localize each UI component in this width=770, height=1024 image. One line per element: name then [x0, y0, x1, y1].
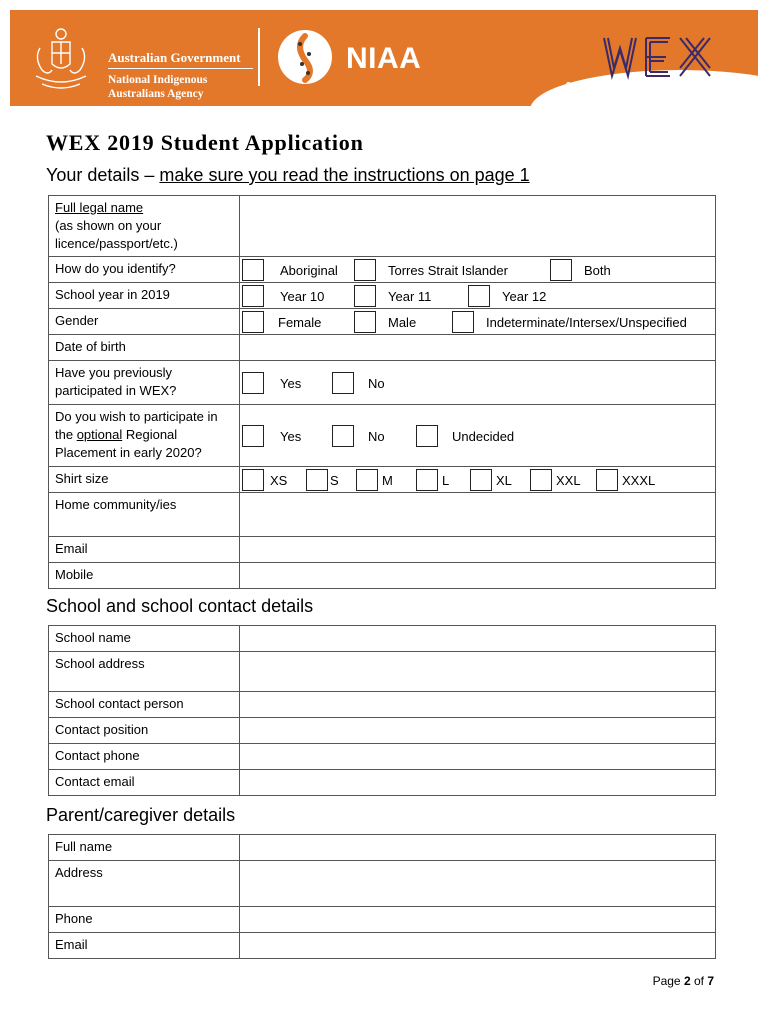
shirt-option-label: S	[330, 473, 339, 488]
school-year-option-label: Year 10	[280, 289, 325, 304]
your-details-table	[48, 195, 716, 589]
dot-decoration	[746, 82, 751, 87]
year-10-checkbox[interactable]	[242, 285, 264, 307]
page-title: WEX 2019 Student Application	[46, 130, 364, 155]
shirt-xl-checkbox[interactable]	[470, 469, 492, 491]
shirt-option-label: XXXL	[622, 473, 656, 488]
mobile-label: Mobile	[49, 563, 240, 589]
dob-field[interactable]	[240, 335, 716, 361]
row-contact-position	[49, 718, 716, 744]
your-details-heading	[46, 165, 530, 186]
email-field[interactable]	[240, 537, 716, 563]
row-parent-address	[49, 861, 716, 907]
gender-label: Gender	[49, 309, 240, 335]
gender-option-label: Female	[278, 315, 322, 330]
gender-option-label: Indeterminate/Intersex/Unspecified	[486, 315, 687, 330]
shirt-option-label: L	[442, 473, 450, 488]
row-mobile	[49, 563, 716, 589]
identify-option-label: Aboriginal	[280, 263, 338, 278]
year-12-checkbox[interactable]	[468, 285, 490, 307]
previous-label: Have you previously participated in WEX?	[49, 361, 240, 405]
gender-options	[240, 309, 716, 335]
dot-decoration	[604, 84, 609, 89]
identify-option-label: Torres Strait Islander	[388, 263, 508, 278]
gender-indeterminate-checkbox[interactable]	[452, 311, 474, 333]
school-year-option-label: Year 11	[388, 289, 432, 304]
gender-female-checkbox[interactable]	[242, 311, 264, 333]
page-number	[653, 974, 714, 988]
dob-label: Date of birth	[49, 335, 240, 361]
page-current: 2	[683, 974, 691, 988]
parent-email-label: Email	[49, 933, 240, 959]
home-field[interactable]	[240, 493, 716, 537]
government-logo	[28, 24, 278, 100]
regional-option-label: Yes	[280, 429, 302, 444]
shirt-label: Shirt size	[49, 467, 240, 493]
gov-rule	[108, 68, 253, 69]
home-label: Home community/ies	[49, 493, 240, 537]
email-label: Email	[49, 537, 240, 563]
dot-decoration	[550, 90, 555, 95]
school-address-field[interactable]	[240, 652, 716, 692]
row-shirt	[49, 467, 716, 493]
shirt-option-label: XL	[496, 473, 512, 488]
gov-sub-line1: National Indigenous	[108, 74, 208, 86]
regional-no-checkbox[interactable]	[332, 425, 354, 447]
dot-decoration	[626, 96, 631, 101]
regional-yes-checkbox[interactable]	[242, 425, 264, 447]
school-name-label: School name	[49, 626, 240, 652]
regional-undecided-checkbox[interactable]	[416, 425, 438, 447]
school-year-label: School year in 2019	[49, 283, 240, 309]
row-dob	[49, 335, 716, 361]
school-year-options	[240, 283, 716, 309]
full-name-field[interactable]	[240, 196, 716, 257]
contact-phone-field[interactable]	[240, 744, 716, 770]
contact-phone-label: Contact phone	[49, 744, 240, 770]
regional-label	[49, 405, 240, 467]
mobile-field[interactable]	[240, 563, 716, 589]
regional-options	[240, 405, 716, 467]
row-contact-phone	[49, 744, 716, 770]
header-banner	[10, 10, 758, 106]
regional-option-label: Undecided	[452, 429, 515, 444]
school-heading: School and school contact details	[46, 596, 314, 616]
parent-table	[48, 834, 716, 959]
row-contact-email	[49, 770, 716, 796]
gov-subtitle	[108, 73, 207, 101]
gov-sub-line2: Australians Agency	[108, 88, 204, 100]
parent-phone-label: Phone	[49, 907, 240, 933]
identify-both-checkbox[interactable]	[550, 259, 572, 281]
niaa-wordmark: NIAA	[346, 42, 422, 75]
regional-label-optional: optional	[76, 427, 123, 442]
parent-heading: Parent/caregiver details	[46, 805, 236, 825]
shirt-m-checkbox[interactable]	[356, 469, 378, 491]
school-year-option-label: Year 12	[502, 289, 547, 304]
shirt-option-label: XS	[270, 473, 288, 488]
parent-name-label: Full name	[49, 835, 240, 861]
full-name-label-line2: (as shown on your licence/passport/etc.)	[55, 218, 178, 251]
page-total: 7	[707, 974, 714, 988]
gender-option-label: Male	[388, 315, 417, 330]
gov-title: Australian Government	[108, 50, 241, 65]
coat-of-arms-icon	[28, 24, 94, 94]
parent-email-field[interactable]	[240, 933, 716, 959]
full-name-label	[49, 196, 240, 257]
row-email	[49, 537, 716, 563]
dot-decoration	[674, 98, 679, 103]
instructions-link-text: make sure you read the instructions on page 1	[159, 165, 530, 185]
shirt-option-label: M	[382, 473, 393, 488]
identify-options	[240, 257, 716, 283]
regional-option-label: No	[368, 429, 385, 444]
identify-label: How do you identify?	[49, 257, 240, 283]
contact-email-label: Contact email	[49, 770, 240, 796]
dot-decoration	[724, 96, 729, 101]
row-school-name	[49, 626, 716, 652]
year-11-checkbox[interactable]	[354, 285, 376, 307]
identify-tsi-checkbox[interactable]	[354, 259, 376, 281]
previous-yes-checkbox[interactable]	[242, 372, 264, 394]
school-name-field[interactable]	[240, 626, 716, 652]
dot-decoration	[566, 82, 571, 87]
previous-option-label: No	[368, 376, 385, 391]
school-table	[48, 625, 716, 796]
shirt-options	[240, 467, 716, 493]
contact-position-field[interactable]	[240, 718, 716, 744]
parent-name-field[interactable]	[240, 835, 716, 861]
dot-decoration	[584, 94, 589, 99]
of-word: of	[690, 974, 708, 988]
shirt-s-checkbox[interactable]	[306, 469, 328, 491]
shirt-xxl-checkbox[interactable]	[530, 469, 552, 491]
previous-no-checkbox[interactable]	[332, 372, 354, 394]
regional-label-pre: Do you wish to participate in the	[55, 409, 218, 442]
shirt-l-checkbox[interactable]	[416, 469, 438, 491]
niaa-emblem-icon	[278, 30, 332, 84]
school-contact-label: School contact person	[49, 692, 240, 718]
logo-divider	[258, 28, 260, 86]
row-parent-phone	[49, 907, 716, 933]
row-parent-email	[49, 933, 716, 959]
contact-position-label: Contact position	[49, 718, 240, 744]
row-previous	[49, 361, 716, 405]
previous-options	[240, 361, 716, 405]
previous-option-label: Yes	[280, 376, 302, 391]
page-word: Page	[652, 974, 684, 988]
row-parent-name	[49, 835, 716, 861]
school-address-label: School address	[49, 652, 240, 692]
row-home	[49, 493, 716, 537]
row-school-contact	[49, 692, 716, 718]
shirt-xs-checkbox[interactable]	[242, 469, 264, 491]
row-full-name	[49, 196, 716, 257]
school-contact-field[interactable]	[240, 692, 716, 718]
identify-option-label: Both	[584, 263, 611, 278]
wex-text: WEX	[657, 80, 661, 81]
wex-logo	[600, 32, 718, 82]
row-identify	[49, 257, 716, 283]
regional-label-post: Regional Placement in early 2020?	[55, 427, 202, 460]
shirt-xxxl-checkbox[interactable]	[596, 469, 618, 491]
heading-prefix: Your details –	[46, 165, 160, 185]
identify-aboriginal-checkbox[interactable]	[242, 259, 264, 281]
row-school-year	[49, 283, 716, 309]
row-school-address	[49, 652, 716, 692]
dot-decoration	[700, 90, 705, 95]
parent-phone-field[interactable]	[240, 907, 716, 933]
gender-male-checkbox[interactable]	[354, 311, 376, 333]
full-name-label-line1: Full legal name	[55, 200, 144, 215]
contact-email-field[interactable]	[240, 770, 716, 796]
dot-decoration	[650, 88, 655, 93]
row-regional	[49, 405, 716, 467]
row-gender	[49, 309, 716, 335]
parent-address-field[interactable]	[240, 861, 716, 907]
shirt-option-label: XXL	[556, 473, 581, 488]
parent-address-label: Address	[49, 861, 240, 907]
